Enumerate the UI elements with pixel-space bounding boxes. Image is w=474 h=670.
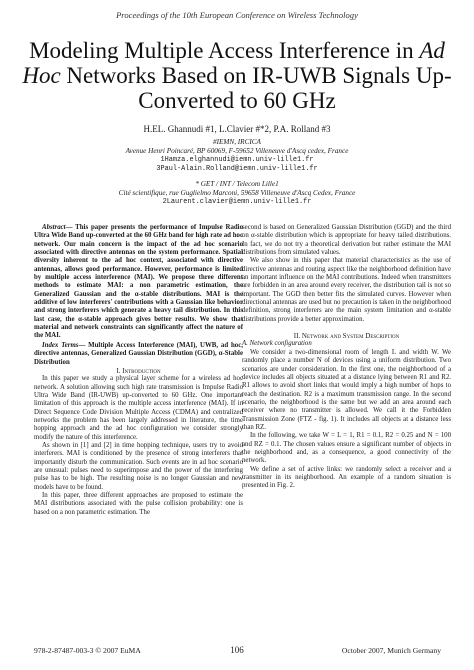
- affiliation-1-email-1: 1Hamza.elghannudi@iemn.univ-lille1.fr: [160, 156, 314, 164]
- intro-paragraph-1: In this paper we study a physical layer scheme for a wireless ad hoc network. A solution allowing such high rate transmission is Impulse Radio Ultra Wide Band (IR-UWB) up-converted to 60 GHz. One important limitation of this approach is the multiple access interference (MAI). If in Direct Sequence Code Division Multiple Access (CDMA) and centralized networks the problem has been largely addressed in literature, the time hopping approach and the ad hoc configuration we consider strongly modify the nature of this interference.: [34, 375, 243, 441]
- index-terms-text: — Multiple Access Interference (MAI), UWB, ad hoc, directive antennas, Generalized Gaussian Distribution (GGD), α-Stable Distribution: [34, 341, 243, 366]
- page-number: 106: [230, 645, 244, 655]
- network-paragraph-2: In the following, we take W = L = 1, R1 = 0.1, R2 = 0.25 and N = 100 and RZ = 0.1. The chosen values ensure a significant number of objects in the neighborhood and, as a consequence, a good connectivity of the network.: [242, 432, 451, 465]
- affiliation-1-email-2: 3Paul-Alain.Rolland@iemn.univ-lille1.fr: [156, 165, 318, 173]
- intro-paragraph-3: In this paper, three different approaches are proposed to estimate the MAI distributions associated with the pulse collision probability: one is based on a non parametric estimation. The: [34, 492, 243, 516]
- paper-title: [20, 38, 454, 113]
- subsection-heading-network-config: A. Network configuration: [242, 340, 312, 348]
- affiliation-2: [0, 180, 474, 207]
- network-paragraph-1: We consider a two-dimensional room of length L and width W. We randomly place a number N of devices using a uniform distribution. Two scenarios are under consideration. In the first one, the neighborhood of a device includes all objects situated at a distance lying between R1 and R2. R1 allows to avoid short links that would imply a high number of hops to reach the destination. R2 is a maximum transmission range. In the second scenario, the neighborhood is the same but we add an area around each receiver where no transmitter is allowed. We call it the Forbidden Transmission Zone (FTZ - fig. 1). It includes all objects at a distance less than RZ.: [242, 348, 451, 431]
- affiliation-1-name: #IEMN, IRCICA: [213, 138, 261, 146]
- intro-paragraph-2: As shown in [1] and [2] in time hopping technique, users try to avoid interferers. MAI is conditioned by the presence of strong interferers that importantly disturb the communication. Such events are in ad hoc scenario are unusual: pulses need to superimpose and the power of the interfering pulse has to be high. The resulting noise is no longer Gaussian and new models have to be found.: [34, 441, 243, 491]
- affiliation-1-address: Avenue Henri Poincaré, BP 60069, F-59652 Villeneuve d'Ascq cedex, France: [125, 147, 349, 155]
- affiliation-2-address: Cité scientifique, rue Guglielmo Marconi, 59658 Villeneuve d'Ascq Cedex, France: [118, 189, 356, 197]
- title-part-1: Modeling Multiple Access Interference in: [29, 38, 420, 63]
- index-terms: [34, 342, 243, 367]
- footer-isbn: 978-2-87487-003-3 © 2007 EuMA: [34, 646, 141, 655]
- right-column: [242, 224, 451, 491]
- abstract: [34, 224, 243, 341]
- title-part-2: Networks Based on IR-UWB Signals Up-Converted to 60 GHz: [60, 63, 452, 113]
- section-heading-introduction: I. Introduction: [116, 366, 161, 375]
- abstract-label: Abstract: [42, 224, 66, 231]
- footer-date: October 2007, Munich Germany: [341, 646, 441, 655]
- section-heading-network: II. Network and System Description: [293, 332, 400, 341]
- author-list: H.EL. Ghannudi #1, L.Clavier #*2, P.A. Rolland #3: [143, 124, 331, 134]
- index-terms-label: Index Terms: [42, 341, 79, 349]
- title-italic: Ad Hoc: [22, 38, 445, 88]
- body-paragraph-continued: second is based on Generalized Gaussian Distribution (GGD) and the third on α-stable distribution which is appropriate for heavy tailed distributions. In fact, we do not try a theoretical derivation but rather estimate the MAI distributions from simulated values.: [242, 224, 451, 257]
- affiliation-2-email-1: 2Laurent.clavier@iemn.univ-lille1.fr: [162, 198, 312, 206]
- conference-header: Proceedings of the 10th European Conference on Wireless Technology: [116, 10, 358, 20]
- body-paragraph-material: We also show in this paper that material characteristics as the use of directive antennas and routing aspect like the neighborhood definition have an important influence on the MAI contributions. Indeed when transmitters are forbidden in an area around every receiver, the distribution tail is not so important. The GGD then better fits the simulated curves. However when directional antennas are used but no precaution is taken in the neighborhood definition, strong interferers are the main system limitation and α-stable distributions provide a better approximation.: [242, 257, 451, 323]
- network-paragraph-3: We define a set of active links: we randomly select a receiver and a transmitter in its neighborhood. An example of a random situation is presented in Fig. 2.: [242, 465, 451, 490]
- abstract-text: — This paper presents the performance of Impulse Radio Ultra Wide Band up-converted at the 60 GHz band for high rate ad hoc network. Our main concern is the impact of the ad hoc scenario associated with directive antennas on the system performance. Spatial diversity inherent to the ad hoc context, associated with directive antennas, allows good performance. However, performance is limited by multiple access interference (MAI). We propose three different methods to estimate MAI: a non parametric estimation, the Generalized Gaussian and the α-stable distributions. MAI is the additive of low interferers' contributions with a Gaussian like behavior and strong interferers which generate a heavy tail distribution. In this last case, the α-stable approach gives better results. We show that material and network constraints can significantly affect the nature of the MAI.: [34, 224, 243, 340]
- affiliation-1: [0, 138, 474, 174]
- left-column: [34, 224, 243, 517]
- affiliation-2-name: * GET / INT / Telecom Lille1: [195, 180, 279, 188]
